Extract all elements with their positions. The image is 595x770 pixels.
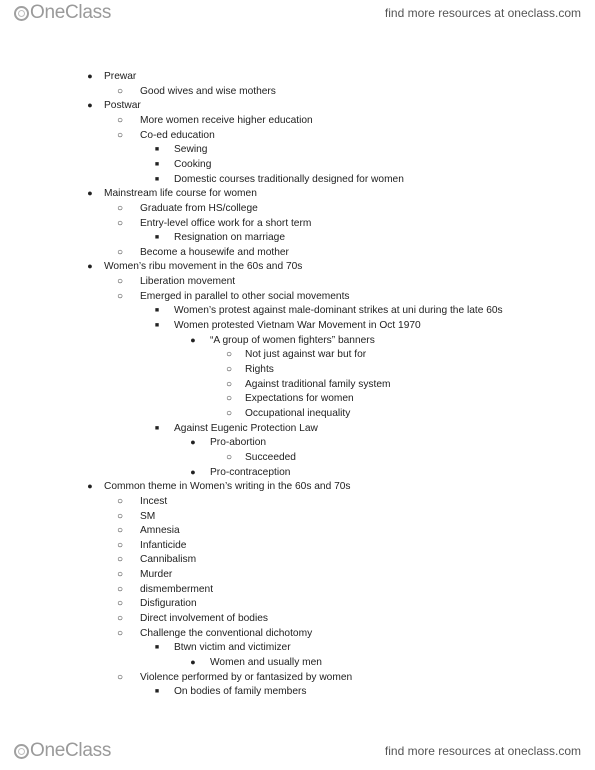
outline-item-text: Cooking [174, 158, 212, 170]
outline-item [0, 611, 595, 626]
circle-bullet-icon: ○ [116, 129, 124, 141]
outline-item-text: Emerged in parallel to other social movements [140, 290, 350, 302]
outline-item [0, 347, 595, 362]
outline-item [0, 626, 595, 641]
outline-item-text: On bodies of family members [174, 686, 307, 698]
outline-item [0, 640, 595, 655]
oneclass-logo-icon [14, 744, 29, 759]
outline-item [0, 216, 595, 231]
outline-item-text: Succeeded [245, 451, 296, 463]
page-footer [0, 738, 595, 762]
square-bullet-icon: ■ [154, 322, 160, 330]
outline-item [0, 172, 595, 187]
outline-item-text: Cannibalism [140, 554, 197, 566]
outline-item [0, 670, 595, 685]
outline-item-text: Domestic courses traditionally designed for women [174, 173, 404, 185]
square-bullet-icon: ■ [154, 175, 160, 183]
outline-item [0, 303, 595, 318]
outline-item [0, 84, 595, 99]
circle-bullet-icon: ○ [225, 378, 233, 390]
outline-item [0, 113, 595, 128]
circle-bullet-icon: ○ [116, 583, 124, 595]
outline-item-text: Resignation on marriage [174, 232, 285, 244]
outline-item-text: Expectations for women [245, 393, 354, 405]
circle-bullet-icon: ○ [116, 598, 124, 610]
outline-item [0, 142, 595, 157]
outline-item-text: Common theme in Women’s writing in the 60s and 70s [104, 481, 351, 493]
outline-item-text: Prewar [104, 71, 137, 82]
outline-item [0, 567, 595, 582]
outline-item [0, 596, 595, 611]
outline-item-text: Women’s protest against male-dominant strikes at uni during the late 60s [174, 305, 503, 317]
circle-bullet-icon: ○ [116, 202, 124, 214]
circle-bullet-icon: ○ [116, 627, 124, 639]
outline-item-text: Incest [140, 495, 168, 507]
circle-bullet-icon: ○ [116, 613, 124, 625]
outline-item [0, 421, 595, 436]
disc-bullet-icon: ● [190, 334, 196, 345]
outline-item-text: Good wives and wise mothers [140, 85, 276, 97]
outline-item [0, 333, 595, 348]
outline-item-text: Against traditional family system [245, 378, 391, 390]
outline-item [0, 435, 595, 450]
outline-item [0, 391, 595, 406]
disc-bullet-icon: ● [87, 261, 93, 272]
outline-item-text: Against Eugenic Protection Law [174, 422, 318, 434]
outline-item [0, 465, 595, 480]
outline-item [0, 509, 595, 524]
outline-item-text: Graduate from HS/college [140, 202, 258, 214]
outline-item [0, 128, 595, 143]
square-bullet-icon: ■ [154, 234, 160, 242]
outline-item [0, 186, 595, 201]
outline-item-text: Murder [140, 569, 173, 581]
outline-item-text: Entry-level office work for a short term [140, 217, 312, 229]
circle-bullet-icon: ○ [116, 569, 124, 581]
disc-bullet-icon: ● [190, 466, 196, 477]
outline-item [0, 289, 595, 304]
outline-item-text: More women receive higher education [140, 114, 313, 126]
circle-bullet-icon: ○ [225, 349, 233, 361]
outline-item-text: dismemberment [140, 583, 214, 595]
outline-item [0, 655, 595, 670]
square-bullet-icon: ■ [154, 307, 160, 315]
disc-bullet-icon: ● [87, 71, 93, 81]
circle-bullet-icon: ○ [116, 671, 124, 683]
outline-item [0, 538, 595, 553]
square-bullet-icon: ■ [154, 160, 160, 168]
outline-item [0, 362, 595, 377]
square-bullet-icon: ■ [154, 688, 160, 696]
outline-item-text: Liberation movement [140, 276, 236, 288]
outline-item [0, 201, 595, 216]
square-bullet-icon: ■ [154, 146, 160, 154]
outline-item-text: Women’s ribu movement in the 60s and 70s [104, 261, 303, 273]
outline-item [0, 377, 595, 392]
outline-item-text: Postwar [104, 100, 141, 112]
circle-bullet-icon: ○ [116, 246, 124, 258]
outline-item-text: Disfiguration [140, 598, 197, 610]
circle-bullet-icon: ○ [225, 364, 233, 375]
logo-text: OneClass [30, 740, 112, 761]
outline-item [0, 230, 595, 245]
circle-bullet-icon: ○ [225, 393, 233, 405]
outline-item-text: Pro-contraception [210, 466, 291, 478]
oneclass-logo[interactable] [14, 740, 111, 762]
disc-bullet-icon: ● [87, 481, 93, 492]
outline-item-text: Women and usually men [210, 657, 322, 668]
circle-bullet-icon: ○ [225, 451, 233, 463]
outline-item-text: Become a housewife and mother [140, 246, 289, 258]
disc-bullet-icon: ● [190, 657, 196, 667]
circle-bullet-icon: ○ [116, 510, 124, 522]
circle-bullet-icon: ○ [116, 525, 124, 537]
outline-item-text: Women protested Vietnam War Movement in Oct 1970 [174, 320, 421, 332]
page-header [0, 0, 595, 24]
square-bullet-icon: ■ [154, 644, 160, 652]
circle-bullet-icon: ○ [116, 290, 124, 302]
square-bullet-icon: ■ [154, 424, 160, 432]
outline-item [0, 552, 595, 567]
circle-bullet-icon: ○ [225, 407, 233, 419]
circle-bullet-icon: ○ [116, 114, 124, 126]
disc-bullet-icon: ● [190, 437, 196, 448]
outline-item-text: Mainstream life course for women [104, 188, 257, 200]
disc-bullet-icon: ● [87, 100, 93, 111]
circle-bullet-icon: ○ [116, 495, 124, 507]
outline-item [0, 259, 595, 274]
resources-link[interactable]: find more resources at oneclass.com [384, 744, 581, 758]
outline-item [0, 274, 595, 289]
outline-item [0, 406, 595, 421]
outline-item-text: Violence performed by or fantasized by women [140, 671, 353, 683]
outline-item [0, 245, 595, 260]
outline-item [0, 582, 595, 597]
resources-link[interactable]: find more resources at oneclass.com [384, 6, 581, 20]
outline-item-text: SM [140, 510, 156, 522]
outline-item [0, 450, 595, 465]
circle-bullet-icon: ○ [116, 539, 124, 551]
outline-item [0, 684, 595, 699]
outline-item-text: Pro-abortion [210, 437, 267, 449]
disc-bullet-icon: ● [87, 188, 93, 199]
oneclass-logo[interactable] [14, 2, 111, 24]
outline-item [0, 318, 595, 333]
circle-bullet-icon: ○ [116, 276, 124, 288]
outline-item-text: Challenge the conventional dichotomy [140, 627, 313, 639]
outline-item [0, 157, 595, 172]
outline-item [0, 98, 595, 113]
outline-item-text: Co-ed education [140, 129, 215, 141]
outline-item [0, 523, 595, 538]
outline-item-text: Sewing [174, 144, 208, 156]
circle-bullet-icon: ○ [116, 217, 124, 229]
outline-item-text: Infanticide [140, 539, 187, 551]
circle-bullet-icon: ○ [116, 554, 124, 566]
outline-item-text: Direct involvement of bodies [140, 613, 268, 625]
outline-item [0, 69, 595, 84]
outline-item [0, 494, 595, 509]
outline-item-text: Amnesia [140, 525, 180, 537]
outline-item-text: Occupational inequality [245, 407, 351, 419]
outline-item [0, 479, 595, 494]
outline-item-text: “A group of women fighters” banners [210, 334, 375, 346]
outline-item-text: Btwn victim and victimizer [174, 642, 291, 654]
logo-text: OneClass [30, 2, 112, 23]
outline-item-text: Rights [245, 364, 274, 375]
oneclass-logo-icon [14, 6, 29, 21]
outline-item-text: Not just against war but for [245, 349, 367, 361]
circle-bullet-icon: ○ [116, 85, 124, 97]
